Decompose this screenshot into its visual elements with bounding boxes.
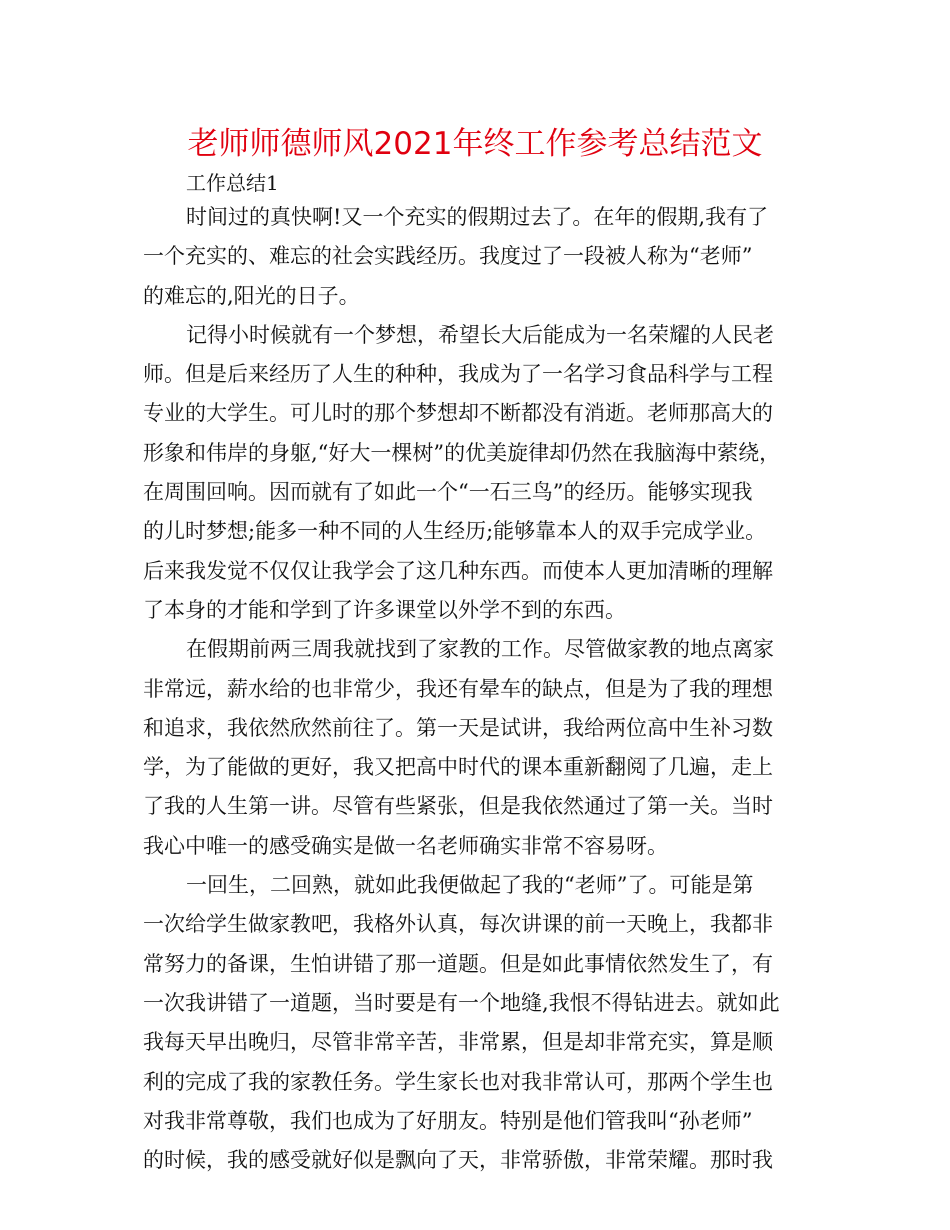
text-line: 和追求，我依然欣然前往了。第一天是试讲，我给两位高中生补习数: [143, 715, 773, 740]
text-line: 我每天早出晚归，尽管非常辛苦，非常累，但是却非常充实，算是顺: [143, 1030, 773, 1055]
text-line: 非常远，薪水给的也非常少，我还有晕车的缺点，但是为了我的理想: [143, 676, 773, 701]
text-line: 的时候，我的感受就好似是飘向了天，非常骄傲，非常荣耀。那时我: [143, 1148, 773, 1173]
text-line: 专业的大学生。可儿时的那个梦想却不断都没有消逝。老师那高大的: [143, 401, 773, 426]
text-line: 了我的人生第一讲。尽管有些紧张，但是我依然通过了第一关。当时: [143, 794, 773, 819]
text-line: 一次给学生做家教吧，我格外认真，每次讲课的前一天晚上，我都非: [143, 912, 773, 937]
text-line: 一次我讲错了一道题，当时要是有一个地缝,我恨不得钻进去。就如此: [143, 990, 780, 1015]
text-line: 的难忘的,阳光的日子。: [143, 283, 360, 308]
text-line: 形象和伟岸的身躯,“好大一棵树”的优美旋律却仍然在我脑海中萦绕，: [143, 440, 781, 465]
text-line: 利的完成了我的家教任务。学生家长也对我非常认可，那两个学生也: [143, 1069, 773, 1094]
text-line: 师。但是后来经历了人生的种种，我成为了一名学习食品科学与工程: [143, 362, 773, 387]
text-line: 一个充实的、难忘的社会实践经历。我度过了一段被人称为“老师”: [143, 244, 753, 269]
text-line: 一回生，二回熟，就如此我便做起了我的“老师”了。可能是第: [186, 873, 754, 898]
text-line: 在假期前两三周我就找到了家教的工作。尽管做家教的地点离家: [186, 637, 774, 662]
section-heading: 工作总结1: [186, 171, 279, 195]
body-text: [143, 198, 823, 1180]
text-line: 的儿时梦想;能多一种不同的人生经历;能够靠本人的双手完成学业。: [143, 519, 767, 544]
text-line: 对我非常尊敬，我们也成为了好朋友。特别是他们管我叫“孙老师”: [143, 1108, 753, 1133]
text-line: 时间过的真快啊!又一个充实的假期过去了。在年的假期,我有了: [186, 205, 769, 229]
document-title: 老师师德师风2021年终工作参考总结范文: [187, 126, 763, 162]
text-line: 学，为了能做的更好，我又把高中时代的课本重新翻阅了几遍，走上: [143, 755, 773, 780]
text-line: 记得小时候就有一个梦想，希望长大后能成为一名荣耀的人民老: [186, 322, 774, 347]
text-line: 常努力的备课，生怕讲错了那一道题。但是如此事情依然发生了，有: [143, 951, 773, 976]
text-line: 后来我发觉不仅仅让我学会了这几种东西。而使本人更加清晰的理解: [143, 558, 773, 583]
text-line: 了本身的才能和学到了许多课堂以外学不到的东西。: [143, 597, 626, 622]
text-line: 在周围回响。因而就有了如此一个“一石三鸟”的经历。能够实现我: [143, 480, 753, 505]
text-line: 我心中唯一的感受确实是做一名老师确实非常不容易呀。: [143, 833, 668, 858]
